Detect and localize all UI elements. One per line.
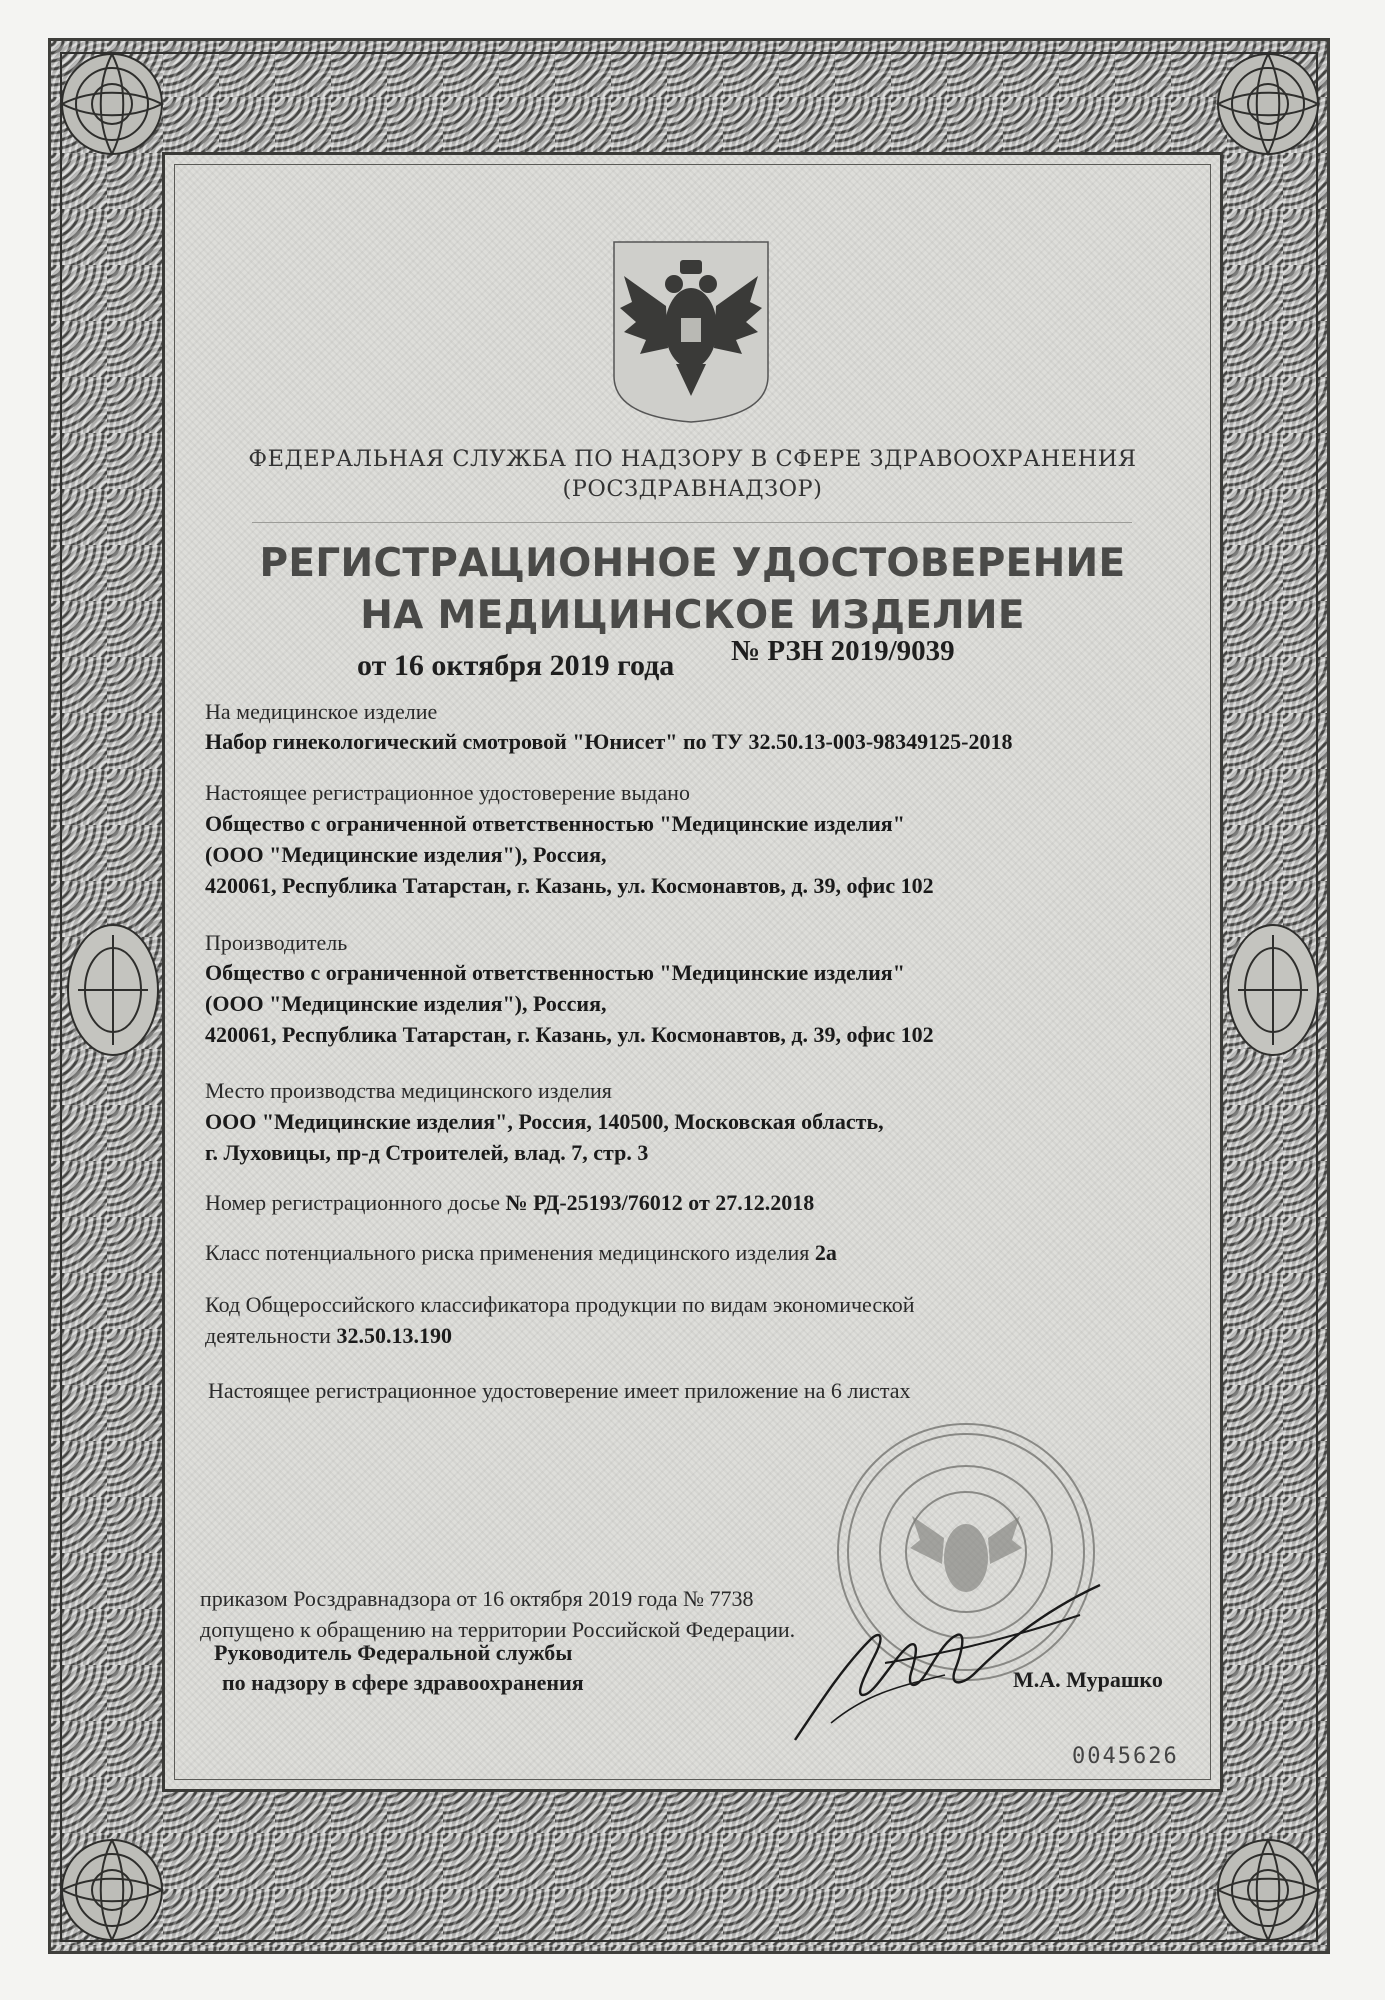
handwritten-signature	[735, 1545, 1105, 1745]
order-line1: приказом Росздравнадзора от 16 октября 2019 года № 7738	[200, 1586, 754, 1611]
registration-number: № РЗН 2019/9039	[731, 635, 955, 667]
double-headed-eagle-emblem-icon	[606, 236, 776, 426]
signatory-position-line1: Руководитель Федеральной службы	[214, 1640, 573, 1665]
manufacturer-line1: Общество с ограниченной ответственностью "Медицинские изделия"	[205, 960, 905, 985]
risk-class-row	[205, 1240, 837, 1266]
okved-label-line2: деятельности	[205, 1323, 331, 1348]
holder-line3: 420061, Республика Татарстан, г. Казань, ул. Космонавтов, д. 39, офис 102	[205, 873, 934, 898]
production-site-line1: ООО "Медицинские изделия", Россия, 140500, Московская область,	[205, 1109, 884, 1134]
corner-rosette-icon	[1208, 1830, 1328, 1950]
document-title-line2: НА МЕДИЦИНСКОЕ ИЗДЕЛИЕ	[360, 593, 1025, 638]
issue-date: от 16 октября 2019 года	[357, 649, 675, 682]
manufacturer-line3: 420061, Республика Татарстан, г. Казань, ул. Космонавтов, д. 39, офис 102	[205, 1022, 934, 1047]
manufacturer-line2: (ООО "Медицинские изделия"), Россия,	[205, 991, 607, 1016]
signatory-name: М.А. Мурашко	[1013, 1667, 1163, 1692]
agency-name: ФЕДЕРАЛЬНАЯ СЛУЖБА ПО НАДЗОРУ В СФЕРЕ ЗДРАВООХРАНЕНИЯ	[248, 446, 1137, 472]
device-label: На медицинское изделие	[205, 699, 438, 724]
holder-line1: Общество с ограниченной ответственностью "Медицинские изделия"	[205, 811, 905, 836]
okved-row	[205, 1323, 452, 1349]
agency-abbreviation: (РОСЗДРАВНАДЗОР)	[562, 476, 823, 502]
corner-rosette-icon	[1208, 44, 1328, 164]
document-title-line1: РЕГИСТРАЦИОННОЕ УДОСТОВЕРЕНИЕ	[259, 541, 1126, 586]
production-site-line2: г. Луховицы, пр-д Строителей, влад. 7, стр. 3	[205, 1140, 649, 1165]
serial-number: 0045626	[1072, 1744, 1179, 1769]
dossier-label: Номер регистрационного досье	[205, 1190, 501, 1215]
risk-class-value: 2а	[814, 1240, 837, 1265]
side-ornament-icon	[1218, 915, 1328, 1065]
dossier-row	[205, 1190, 814, 1216]
manufacturer-label: Производитель	[205, 930, 348, 955]
corner-rosette-icon	[52, 44, 172, 164]
dossier-number: № РД-25193/76012 от 27.12.2018	[505, 1190, 815, 1215]
appendix-note: Настоящее регистрационное удостоверение имеет приложение на 6 листах	[208, 1378, 911, 1403]
okved-label-line1: Код Общероссийского классификатора продукции по видам экономической	[205, 1292, 915, 1317]
corner-rosette-icon	[52, 1830, 172, 1950]
holder-label: Настоящее регистрационное удостоверение выдано	[205, 780, 690, 805]
holder-line2: (ООО "Медицинские изделия"), Россия,	[205, 842, 607, 867]
order-line2: допущено к обращению на территории Российской Федерации.	[200, 1617, 796, 1642]
device-name: Набор гинекологический смотровой "Юнисет" по ТУ 32.50.13-003-98349125-2018	[205, 729, 1013, 754]
side-ornament-icon	[58, 915, 168, 1065]
okved-code: 32.50.13.190	[336, 1323, 452, 1348]
risk-class-label: Класс потенциального риска применения медицинского изделия	[205, 1240, 810, 1265]
header-divider	[252, 522, 1132, 523]
signatory-position-line2: по надзору в сфере здравоохранения	[222, 1670, 584, 1695]
production-site-label: Место производства медицинского изделия	[205, 1078, 612, 1103]
